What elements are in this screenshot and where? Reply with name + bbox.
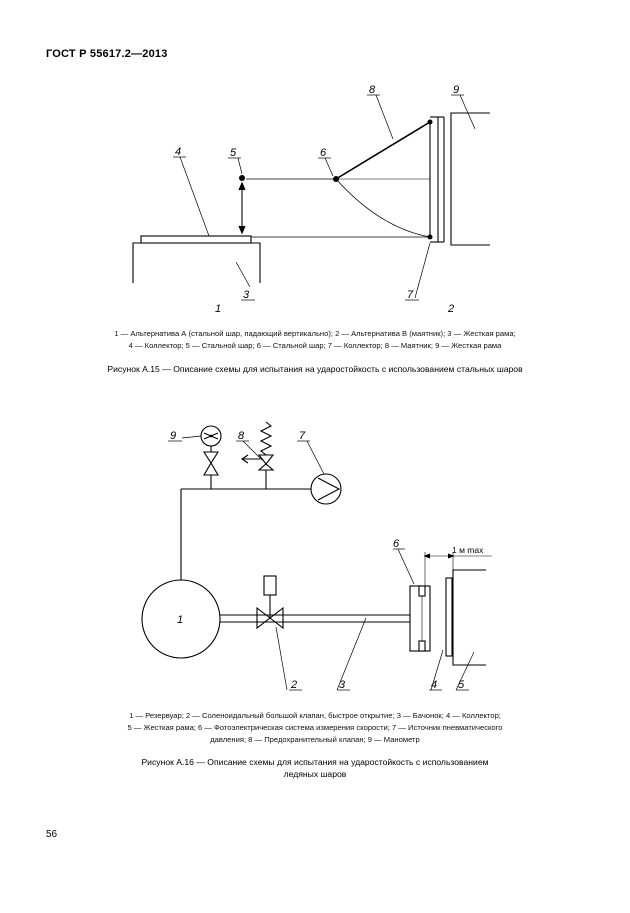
label-9: 9	[453, 84, 460, 96]
label-4: 4	[175, 146, 182, 158]
dimension-label: 1 м max	[452, 545, 484, 555]
fig16-caption-line1: Рисунок А.16 — Описание схемы для испытания на ударостойкость с использованием	[141, 757, 489, 767]
label-5: 5	[458, 679, 465, 691]
label-1: 1	[177, 614, 184, 626]
standard-code: ГОСТ Р 55617.2—2013	[46, 48, 168, 60]
fig16-legend-line2: 5 — Жесткая рама; 6 — Фотоэлектрическая система измерения скорости; 7 — Источник пневматического	[127, 723, 503, 732]
label-3: 3	[339, 679, 346, 691]
left-collector	[141, 236, 251, 243]
label-4: 4	[431, 679, 438, 691]
label-7: 7	[299, 430, 306, 442]
label-2: 2	[291, 679, 298, 691]
steel-ball-6	[333, 176, 339, 182]
label-8: 8	[369, 84, 376, 96]
label-6: 6	[320, 147, 327, 159]
label-2: 2	[448, 303, 455, 315]
label-1: 1	[215, 303, 222, 315]
label-3: 3	[243, 289, 250, 301]
page-number: 56	[46, 829, 58, 840]
fig15-caption: Рисунок А.15 — Описание схемы для испытания на ударостойкость с использованием стальных шаров	[107, 364, 523, 374]
steel-ball-5	[239, 175, 245, 181]
fig16-legend-line3: давления; 8 — Предохранительный клапан; 9 — Манометр	[210, 735, 420, 744]
fig16-caption-line2: ледяных шаров	[283, 769, 347, 779]
fig15-legend-line1: 1 — Альтернатива А (стальной шар, падающий вертикально); 2 — Альтернатива В (маятник); 3 — Жесткая рама;	[114, 329, 516, 338]
rigid-frame-5	[453, 570, 486, 665]
label-8: 8	[238, 430, 245, 442]
pneumatic-source	[311, 474, 341, 504]
fig15-legend-line2: 4 — Коллектор; 5 — Стальной шар; 6 — Стальной шар; 7 — Коллектор; 8 — Маятник; 9 — Жесткая рама	[128, 341, 502, 350]
label-6: 6	[393, 538, 400, 550]
ice-collector	[446, 578, 452, 656]
label-9: 9	[170, 430, 177, 442]
left-frame	[133, 243, 260, 283]
label-7: 7	[407, 289, 414, 301]
label-5: 5	[230, 147, 237, 159]
fig16-legend-line1: 1 — Резервуар; 2 — Соленоидальный большой клапан, быстрое открытие; 3 — Бачонок; 4 — Коллектор;	[129, 711, 501, 720]
right-frame	[451, 113, 490, 245]
